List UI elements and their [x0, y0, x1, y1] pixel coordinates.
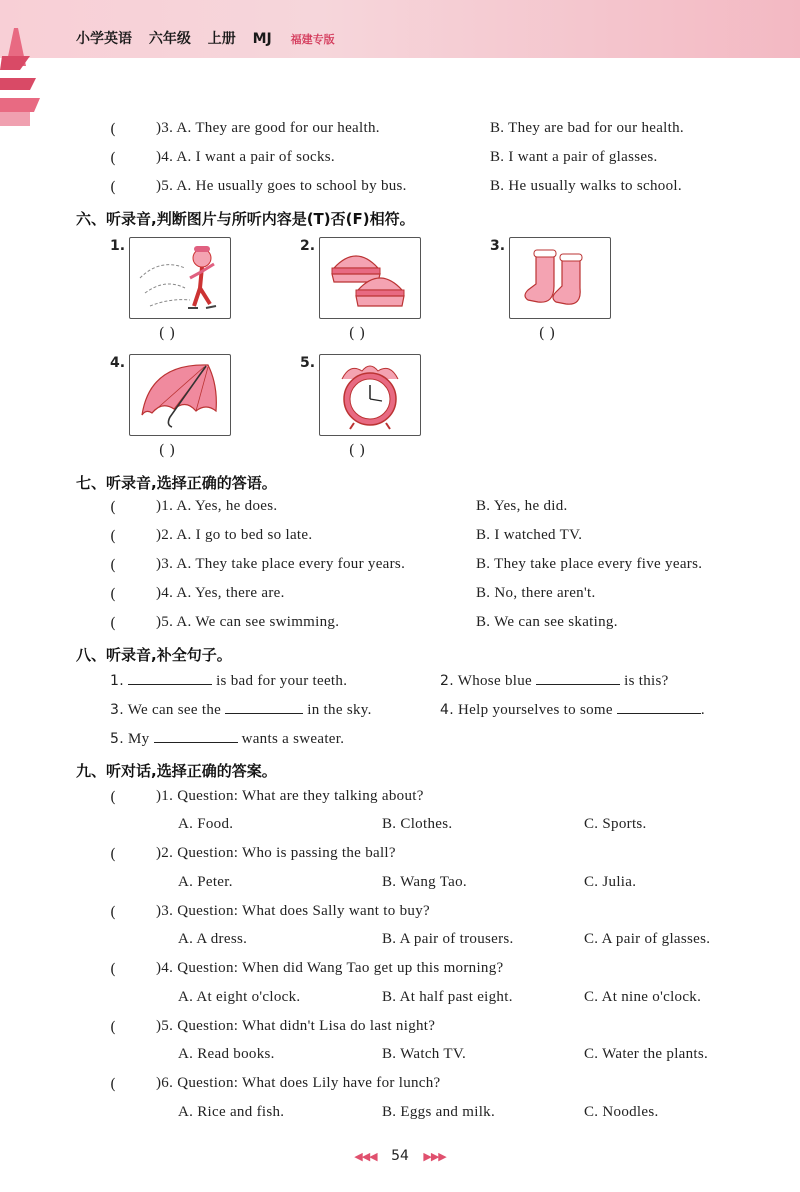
option-c: C. Sports.: [584, 816, 647, 832]
item-text: wants a sweater.: [241, 731, 345, 747]
answer-paren[interactable]: ( ): [348, 324, 366, 342]
header-subject: 小学英语: [76, 31, 132, 47]
picture-number: 2.: [300, 238, 316, 254]
answer-paren[interactable]: (: [110, 527, 116, 545]
item-text: is this?: [624, 673, 669, 689]
picture-box-1: [129, 237, 231, 319]
fill-item-4: [440, 701, 705, 719]
picture-box-3: [509, 237, 611, 319]
item-text: Help yourselves to some: [458, 702, 613, 718]
option-c: C. At nine o'clock.: [584, 989, 702, 1005]
answer-paren[interactable]: (: [110, 556, 116, 574]
section-9-title: 九、听对话,选择正确的答案。: [76, 762, 277, 780]
option-a: A. A dress.: [178, 931, 248, 947]
answer-paren[interactable]: (: [110, 960, 116, 978]
option-c: C. Julia.: [584, 874, 637, 890]
picture-number: 3.: [490, 238, 506, 254]
blank-input[interactable]: [128, 672, 212, 685]
header-version: MJ: [252, 31, 272, 47]
option-c: C. Water the plants.: [584, 1046, 709, 1062]
section-8-title: 八、听录音,补全句子。: [76, 646, 232, 664]
option-b: B. Eggs and milk.: [382, 1104, 496, 1120]
fill-item-1: [110, 672, 347, 690]
header-title: [76, 28, 347, 48]
option-b: B. Clothes.: [382, 816, 453, 832]
tower-logo-icon: [0, 26, 44, 126]
section-7-title: 七、听录音,选择正确的答语。: [76, 474, 277, 492]
picture-number: 5.: [300, 355, 316, 371]
option-a: )5. A. We can see swimming.: [156, 614, 340, 630]
section-6-title: 六、听录音,判断图片与所听内容是(T)否(F)相符。: [76, 210, 415, 228]
picture-box-5: [319, 354, 421, 436]
item-number: 5.: [110, 731, 124, 747]
answer-paren[interactable]: ( ): [348, 441, 366, 459]
answer-paren[interactable]: (: [110, 614, 116, 632]
umbrella-icon: [130, 355, 230, 435]
item-text: .: [700, 702, 705, 718]
blank-input[interactable]: [225, 701, 303, 714]
answer-paren[interactable]: (: [110, 1018, 116, 1036]
item-number: 1.: [110, 673, 124, 689]
answer-paren[interactable]: (: [110, 178, 116, 196]
next-arrows-icon: ▶▶▶: [423, 1150, 446, 1163]
item-text: My: [128, 731, 150, 747]
fill-item-5: [110, 730, 344, 748]
blank-input[interactable]: [617, 701, 701, 714]
option-a: )4. A. I want a pair of socks.: [156, 149, 335, 165]
option-b: B. I want a pair of glasses.: [490, 149, 658, 165]
option-c: C. Noodles.: [584, 1104, 659, 1120]
answer-paren[interactable]: ( ): [538, 324, 556, 342]
hamburger-icon: [320, 238, 420, 318]
item-number: 2.: [440, 673, 454, 689]
question-text: )4. Question: When did Wang Tao get up this morning?: [156, 960, 504, 976]
option-a: A. Read books.: [178, 1046, 275, 1062]
page-footer: [0, 1148, 800, 1164]
item-number: 4.: [440, 702, 454, 718]
header-grade: 六年级: [148, 31, 191, 47]
option-b: B. At half past eight.: [382, 989, 513, 1005]
answer-paren[interactable]: (: [110, 498, 116, 516]
header-edition: 福建专版: [290, 33, 335, 46]
header-volume: 上册: [207, 31, 236, 47]
option-a: A. Peter.: [178, 874, 233, 890]
option-c: C. A pair of glasses.: [584, 931, 711, 947]
page-number: 54: [391, 1148, 409, 1164]
option-a: )1. A. Yes, he does.: [156, 498, 278, 514]
option-b: B. He usually walks to school.: [490, 178, 682, 194]
prev-arrows-icon: ◀◀◀: [354, 1150, 377, 1163]
alarm-clock-icon: [320, 355, 420, 435]
picture-box-4: [129, 354, 231, 436]
option-a: A. At eight o'clock.: [178, 989, 301, 1005]
fill-item-3: [110, 701, 372, 719]
option-b: B. No, there aren't.: [476, 585, 596, 601]
blank-input[interactable]: [154, 730, 238, 743]
answer-paren[interactable]: ( ): [158, 324, 176, 342]
question-text: )1. Question: What are they talking about?: [156, 788, 424, 804]
option-a: A. Food.: [178, 816, 234, 832]
option-a: )5. A. He usually goes to school by bus.: [156, 178, 407, 194]
answer-paren[interactable]: (: [110, 788, 116, 806]
option-a: )3. A. They are good for our health.: [156, 120, 380, 136]
item-text: Whose blue: [457, 673, 532, 689]
option-a: )3. A. They take place every four years.: [156, 556, 406, 572]
answer-paren[interactable]: (: [110, 585, 116, 603]
option-b: B. A pair of trousers.: [382, 931, 514, 947]
option-b: B. I watched TV.: [476, 527, 583, 543]
option-a: )4. A. Yes, there are.: [156, 585, 285, 601]
option-b: B. Yes, he did.: [476, 498, 568, 514]
option-a: A. Rice and fish.: [178, 1104, 285, 1120]
option-b: B. Watch TV.: [382, 1046, 467, 1062]
fill-item-2: [440, 672, 669, 690]
answer-paren[interactable]: (: [110, 149, 116, 167]
question-text: )5. Question: What didn't Lisa do last night?: [156, 1018, 436, 1034]
question-text: )3. Question: What does Sally want to buy?: [156, 903, 430, 919]
option-b: B. They are bad for our health.: [490, 120, 684, 136]
option-b: B. They take place every five years.: [476, 556, 703, 572]
item-text: in the sky.: [307, 702, 372, 718]
option-a: )2. A. I go to bed so late.: [156, 527, 313, 543]
answer-paren[interactable]: ( ): [158, 441, 176, 459]
picture-number: 1.: [110, 238, 126, 254]
item-text: is bad for your teeth.: [216, 673, 348, 689]
skater-icon: [130, 238, 230, 318]
option-b: B. We can see skating.: [476, 614, 618, 630]
picture-number: 4.: [110, 355, 126, 371]
answer-paren[interactable]: (: [110, 903, 116, 921]
item-text: We can see the: [127, 702, 222, 718]
socks-icon: [510, 238, 610, 318]
blank-input[interactable]: [536, 672, 620, 685]
question-text: )2. Question: Who is passing the ball?: [156, 845, 396, 861]
answer-paren[interactable]: (: [110, 120, 116, 138]
picture-box-2: [319, 237, 421, 319]
item-number: 3.: [110, 702, 124, 718]
option-b: B. Wang Tao.: [382, 874, 467, 890]
question-text: )6. Question: What does Lily have for lunch?: [156, 1075, 441, 1091]
answer-paren[interactable]: (: [110, 845, 116, 863]
answer-paren[interactable]: (: [110, 1075, 116, 1093]
